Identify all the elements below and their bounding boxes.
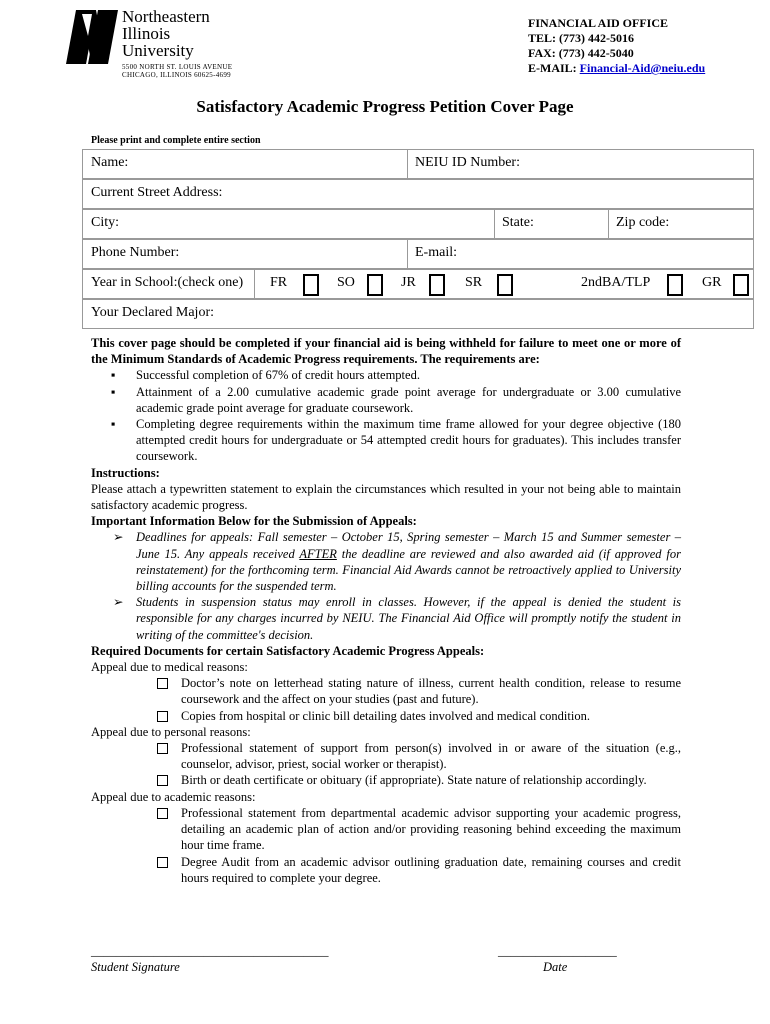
intro-paragraph: This cover page should be completed if your financial aid is being withheld for failure to meet one or more of the Minimum Standards of Academic Progress requirements. The requirements are: [91, 336, 681, 367]
academic-checkbox-2[interactable] [157, 857, 168, 868]
list-item: ▪ Completing degree requirements within the maximum time frame allowed for your degree objective (180 attempted credit hours for undergraduate or 54 attempted credit hours for graduates). This includes transfer coursework. [111, 417, 681, 464]
signature-line[interactable]: ______________________________________ [91, 944, 329, 958]
jr-label: JR [401, 275, 416, 290]
list-item: Degree Audit from an academic advisor outlining graduation date, remaining courses and credit hours required to complete your degree. [91, 854, 681, 886]
required-documents-heading: Required Documents for certain Satisfactory Academic Progress Appeals: [91, 643, 485, 658]
second-ba-tlp-checkbox[interactable] [667, 274, 683, 296]
requirements-list [91, 367, 681, 464]
list-item: ▪ Attainment of a 2.00 cumulative academic grade point average for undergraduate or 3.00 cumulative academic grade point average for graduate coursework. [111, 384, 681, 415]
city-field[interactable]: City: [91, 215, 120, 230]
important-heading: Important Information Below for the Submission of Appeals: [91, 514, 417, 529]
form-row-name [82, 149, 754, 179]
date-line[interactable]: ___________________ [498, 944, 617, 958]
list-item: Professional statement of support from person(s) involved in or aware of the situation (e.g., counselor, advisor, priest, social worker or therapist). [91, 740, 681, 772]
signature-label: Student Signature [91, 960, 180, 974]
form-row-city [82, 209, 754, 239]
fr-checkbox[interactable] [303, 274, 319, 296]
email-field[interactable]: E-mail: [415, 245, 457, 260]
neiu-id-field[interactable]: NEIU ID Number: [415, 155, 520, 170]
academic-checkbox-1[interactable] [157, 808, 168, 819]
street-address-field[interactable]: Current Street Address: [91, 185, 223, 200]
university-address: 5500 NORTH ST. LOUIS AVENUE CHICAGO, ILLINOIS 60625-4699 [122, 63, 233, 79]
gr-checkbox[interactable] [733, 274, 749, 296]
state-field[interactable]: State: [502, 215, 534, 230]
form-row-phone [82, 239, 754, 269]
instructions-heading: Instructions: [91, 465, 160, 480]
list-item: Birth or death certificate or obituary (if appropriate). State nature of relationship accordingly. [91, 772, 681, 788]
print-note: Please print and complete entire section [91, 135, 261, 146]
academic-heading: Appeal due to academic reasons: [91, 789, 256, 804]
form-row-major [82, 299, 754, 329]
list-item: ➢ Students in suspension status may enroll in classes. However, if the appeal is denied the student is responsible for any charges incurred by NEIU. The Financial Aid Office will promptly notify the student in writing of the committee's decision. [113, 595, 681, 642]
medical-heading: Appeal due to medical reasons: [91, 660, 248, 675]
list-item: ▪ Successful completion of 67% of credit hours attempted. [111, 368, 420, 383]
medical-checkbox-2[interactable] [157, 711, 168, 722]
phone-field[interactable]: Phone Number: [91, 245, 180, 260]
office-name: FINANCIAL AID OFFICE [528, 16, 669, 30]
medical-checkbox-1[interactable] [157, 678, 168, 689]
list-item: ➢ Deadlines for appeals: Fall semester – October 15, Spring semester – March 15 and Summer semester – June 15. Any appeals received AFTER the deadline are reviewed and also awarded aid (if approved for reinstatement) for the forthcoming term. Financial Aid Awards cannot be retroactively applied to University billing accounts for the suspended term. [113, 530, 681, 594]
instructions-text: Please attach a typewritten statement to explain the circumstances which resulted in your not being able to maintain satisfactory academic progress. [91, 481, 681, 513]
contact-block [528, 16, 705, 76]
personal-heading: Appeal due to personal reasons: [91, 724, 251, 739]
year-in-school-label: Year in School:(check one) [91, 275, 244, 290]
so-checkbox[interactable] [367, 274, 383, 296]
declared-major-field[interactable]: Your Declared Major: [91, 305, 214, 320]
personal-checkbox-2[interactable] [157, 775, 168, 786]
document-body [91, 335, 681, 886]
list-item: Professional statement from departmental academic advisor supporting your academic progress, detailing an academic plan of action and/or providing reasoning behind exceeding the maximum hour time frame. [91, 805, 681, 854]
date-label: Date [543, 960, 568, 974]
university-name: Northeastern Illinois University [122, 7, 210, 60]
list-item: Doctor’s note on letterhead stating nature of illness, current health condition, release to resume coursework and the affect on your studies (past and future). [91, 675, 681, 707]
gr-label: GR [702, 275, 722, 290]
personal-checkbox-1[interactable] [157, 743, 168, 754]
jr-checkbox[interactable] [429, 274, 445, 296]
telephone: TEL: (773) 442-5016 [528, 31, 634, 45]
second-ba-tlp-label: 2ndBA/TLP [581, 275, 651, 290]
email-line: E-MAIL: Financial-Aid@neiu.edu [528, 61, 706, 75]
fax: FAX: (773) 442-5040 [528, 46, 634, 60]
sr-checkbox[interactable] [497, 274, 513, 296]
university-logo-mark [62, 6, 122, 68]
form-row-year [82, 269, 754, 299]
sr-label: SR [465, 275, 483, 290]
so-label: SO [337, 275, 355, 290]
list-item: Copies from hospital or clinic bill detailing dates involved and medical condition. [91, 708, 681, 724]
zip-code-field[interactable]: Zip code: [616, 215, 670, 230]
page-title: Satisfactory Academic Progress Petition Cover Page [196, 97, 574, 116]
name-field[interactable]: Name: [91, 155, 129, 170]
form-row-address [82, 179, 754, 209]
email-link[interactable]: Financial-Aid@neiu.edu [579, 61, 706, 75]
appeals-info-list [91, 529, 681, 642]
fr-label: FR [270, 275, 288, 290]
